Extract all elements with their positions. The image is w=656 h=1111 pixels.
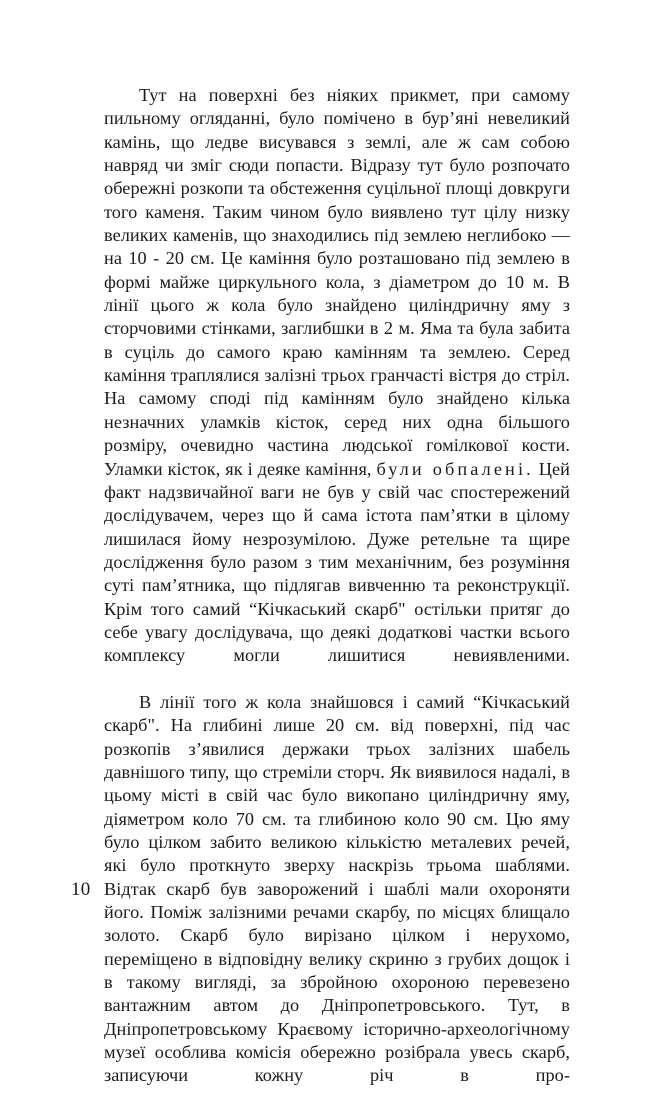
- page-number: 10: [71, 879, 91, 900]
- body-text-column: [104, 84, 570, 1111]
- paragraph-1: Тут на поверхні без ніяких прикмет, при самому пильному огляданні, було помічено в бур’яні невеликий камінь, що ледве висувався з землі, але ж сам собою навряд чи зміг сюди попасти. Відразу тут було розпочато обережні розкопи та обстеження суцільної площі довкруги того каменя. Таким чином було виявлено тут цілу низку великих каменів, що знаходились під землею неглибоко — на 10 - 20 см. Це каміння було розташовано під землею в формі майже циркульного кола, з діаметром до 10 м. В лінії цього ж кола було знайдено циліндричну яму з сторчовими стінками, заглибшки в 2 м. Яма та була забита в суціль до самого краю камінням та землею. Серед каміння траплялися залізні трьох гранчасті вістря до стріл. На самому споді під камінням було знайдено кілька незначних уламків кісток, серед них одна більшого розміру, очевидно частина людської гомілкової кости. Уламки кісток, як і деяке каміння, були обпалені. Цей факт надзвичайної ваги не був у свій час спостережений дослідувачем, через що й сама істота пам’ятки в цілому лишилася йому незрозумілою. Дуже ретельне та щире дослідження було разом з тим механічним, без розуміння суті пам’ятника, що підлягав вивченню та реконструкції. Крім того самий “Кічкаський скарб" остільки притяг до себе увагу дослідувача, що деякі додаткові частки всього комплексу могли лишитися невиявленими.: [104, 85, 570, 666]
- paragraph-2: В лінії того ж кола знайшовся і самий “Кічкаський скарб". На глибині лише 20 см. від поверхні, під час розкопів з’явилися держаки трьох залізних шабель давнішого типу, що стреміли сторч. Як виявилося надалі, в цьому місті в свій час було викопано циліндричну яму, діяметром коло 70 см. та глибиною коло 90 см. Цю яму було цілком забито великою кількістю металевих речей, які було проткнуто зверху наскрізь трьома шаблями. Відтак скарб був заворожений і шаблі мали охороняти його. Поміж залізними речами скарбу, по місцях блищало золото. Скарб було вирізано цілком і нерухомо, переміщено в відповідну велику скриню з грубих дощок і в такому вигляді, за збройною охороною перевезено вантажним автом до Дніпропетровського. Тут, в Дніпропетровському Краєвому історично-археологічному музеї особлива комісія обережно розібрала увесь скарб, записуючи кожну річ в про-: [104, 691, 570, 1086]
- emphasis-letterspaced: були обпалені.: [376, 458, 534, 479]
